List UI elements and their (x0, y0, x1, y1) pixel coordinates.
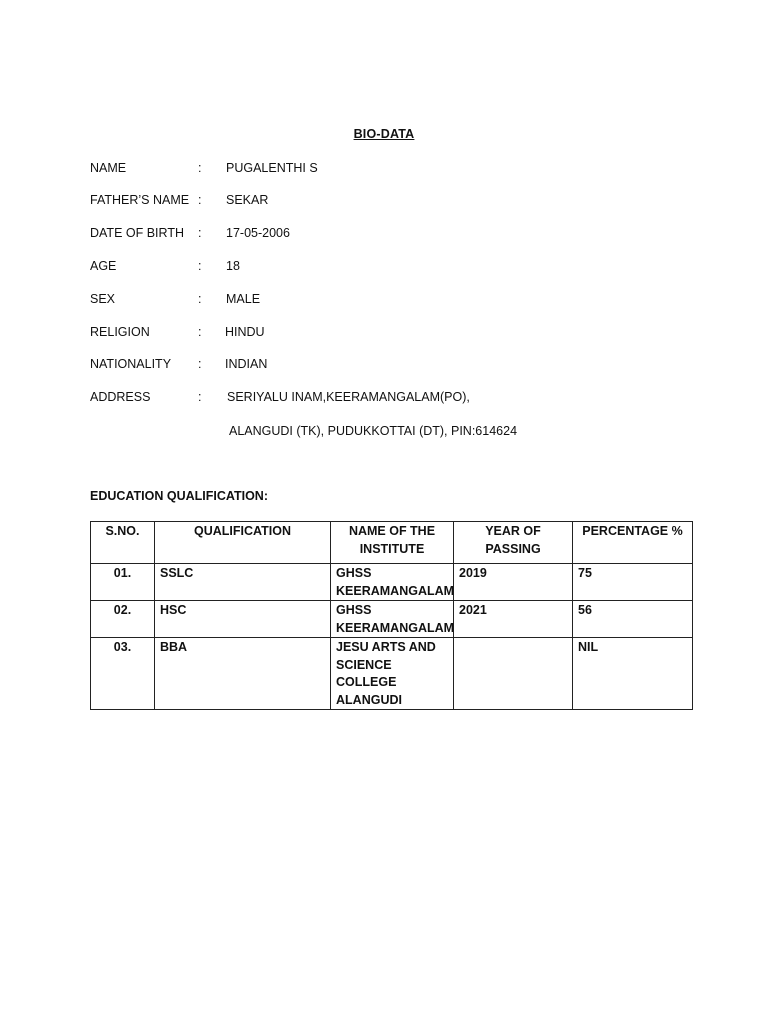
header-qualification: QUALIFICATION (155, 522, 331, 564)
field-label: ADDRESS (90, 390, 151, 404)
cell-year: 2021 (454, 601, 573, 638)
cell-qualification: SSLC (155, 564, 331, 601)
cell-institute: GHSS KEERAMANGALAM (331, 601, 454, 638)
field-colon: : (198, 292, 202, 306)
table-row (91, 564, 693, 601)
field-value: INDIAN (225, 357, 268, 371)
field-label: NAME (90, 161, 127, 175)
header-institute: NAME OF THE INSTITUTE (331, 522, 454, 564)
cell-percentage: 56 (573, 601, 693, 638)
field-colon: : (198, 161, 202, 175)
field-colon: : (198, 226, 202, 240)
field-colon: : (198, 390, 202, 404)
header-sno: S.NO. (91, 522, 155, 564)
cell-year: 2019 (454, 564, 573, 601)
education-heading: EDUCATION QUALIFICATION: (90, 489, 268, 503)
cell-institute: JESU ARTS AND SCIENCE COLLEGE ALANGUDI (331, 638, 454, 710)
field-value: SEKAR (226, 193, 269, 207)
table-header-row (91, 522, 693, 564)
page-title: BIO-DATA (353, 127, 415, 141)
table-row (91, 638, 693, 710)
field-colon: : (198, 357, 202, 371)
cell-qualification: BBA (155, 638, 331, 710)
cell-sno: 03. (91, 638, 155, 710)
cell-qualification: HSC (155, 601, 331, 638)
table-row (91, 601, 693, 638)
field-colon: : (198, 193, 202, 207)
field-colon: : (198, 259, 202, 273)
cell-year (454, 638, 573, 710)
cell-sno: 02. (91, 601, 155, 638)
education-table (90, 521, 693, 710)
field-value: 18 (226, 259, 240, 273)
cell-sno: 01. (91, 564, 155, 601)
header-year: YEAR OF PASSING (454, 522, 573, 564)
field-label: RELIGION (90, 325, 150, 339)
header-percentage: PERCENTAGE % (573, 522, 693, 564)
field-label: DATE OF BIRTH (90, 226, 184, 240)
field-label: NATIONALITY (90, 357, 172, 371)
address-line-2: ALANGUDI (TK), PUDUKKOTTAI (DT), PIN:614624 (229, 424, 518, 438)
field-value: MALE (226, 292, 261, 306)
field-value: HINDU (225, 325, 265, 339)
field-value: SERIYALU INAM,KEERAMANGALAM(PO), (227, 390, 470, 404)
field-label: SEX (90, 292, 116, 306)
field-colon: : (198, 325, 202, 339)
field-label: FATHER’S NAME (90, 193, 190, 207)
cell-percentage: NIL (573, 638, 693, 710)
field-value: 17-05-2006 (226, 226, 290, 240)
field-label: AGE (90, 259, 117, 273)
field-value: PUGALENTHI S (226, 161, 318, 175)
cell-institute: GHSS KEERAMANGALAM (331, 564, 454, 601)
cell-percentage: 75 (573, 564, 693, 601)
